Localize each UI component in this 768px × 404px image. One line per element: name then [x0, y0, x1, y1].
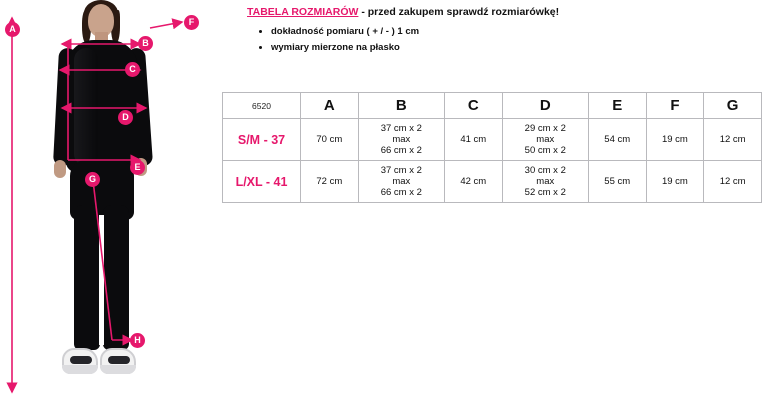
- cell-sm-b: 37 cm x 2 max 66 cm x 2: [358, 119, 444, 161]
- measure-marker-c: C: [125, 62, 140, 77]
- measure-marker-h: H: [130, 333, 145, 348]
- column-header-a: A: [301, 93, 359, 119]
- content-panel: [222, 0, 768, 404]
- measure-marker-e: E: [130, 160, 145, 175]
- cell-lxl-d: 30 cm x 2 max 52 cm x 2: [502, 161, 588, 203]
- cell-lxl-f: 19 cm: [646, 161, 704, 203]
- cell-lxl-c: 42 cm: [444, 161, 502, 203]
- cell-sm-f: 19 cm: [646, 119, 704, 161]
- product-code-cell: 6520: [223, 93, 301, 119]
- size-label-sm: S/M - 37: [223, 119, 301, 161]
- measure-marker-b: B: [138, 36, 153, 51]
- cell-lxl-g: 12 cm: [704, 161, 762, 203]
- measure-marker-f: F: [184, 15, 199, 30]
- note-list: [257, 24, 419, 56]
- size-label-lxl: L/XL - 41: [223, 161, 301, 203]
- measure-marker-g: G: [85, 172, 100, 187]
- list-item: • dokładność pomiaru ( + / - ) 1 cm: [271, 24, 419, 40]
- table-row: [223, 161, 762, 203]
- cell-sm-e: 54 cm: [588, 119, 646, 161]
- size-table: [222, 92, 762, 203]
- measurement-overlay: [0, 0, 218, 404]
- size-table-body: [223, 119, 762, 203]
- table-row: [223, 119, 762, 161]
- cell-lxl-e: 55 cm: [588, 161, 646, 203]
- column-header-d: D: [502, 93, 588, 119]
- cell-lxl-b: 37 cm x 2 max 66 cm x 2: [358, 161, 444, 203]
- cell-sm-g: 12 cm: [704, 119, 762, 161]
- cell-sm-a: 70 cm: [301, 119, 359, 161]
- column-header-g: G: [704, 93, 762, 119]
- measure-marker-a: A: [5, 22, 20, 37]
- page-title-highlight: TABELA ROZMIARÓW: [247, 6, 359, 18]
- column-header-f: F: [646, 93, 704, 119]
- model-photo-panel: [0, 0, 218, 404]
- measure-marker-d: D: [118, 110, 133, 125]
- cell-sm-d: 29 cm x 2 max 50 cm x 2: [502, 119, 588, 161]
- column-header-c: C: [444, 93, 502, 119]
- page-title: [247, 6, 559, 18]
- table-header-row: [223, 93, 762, 119]
- size-table-head: [223, 93, 762, 119]
- page-title-rest: - przed zakupem sprawdź rozmiarówkę!: [358, 6, 560, 18]
- column-header-e: E: [588, 93, 646, 119]
- cell-sm-c: 41 cm: [444, 119, 502, 161]
- list-item: • wymiary mierzone na płasko: [271, 40, 419, 56]
- cell-lxl-a: 72 cm: [301, 161, 359, 203]
- column-header-b: B: [358, 93, 444, 119]
